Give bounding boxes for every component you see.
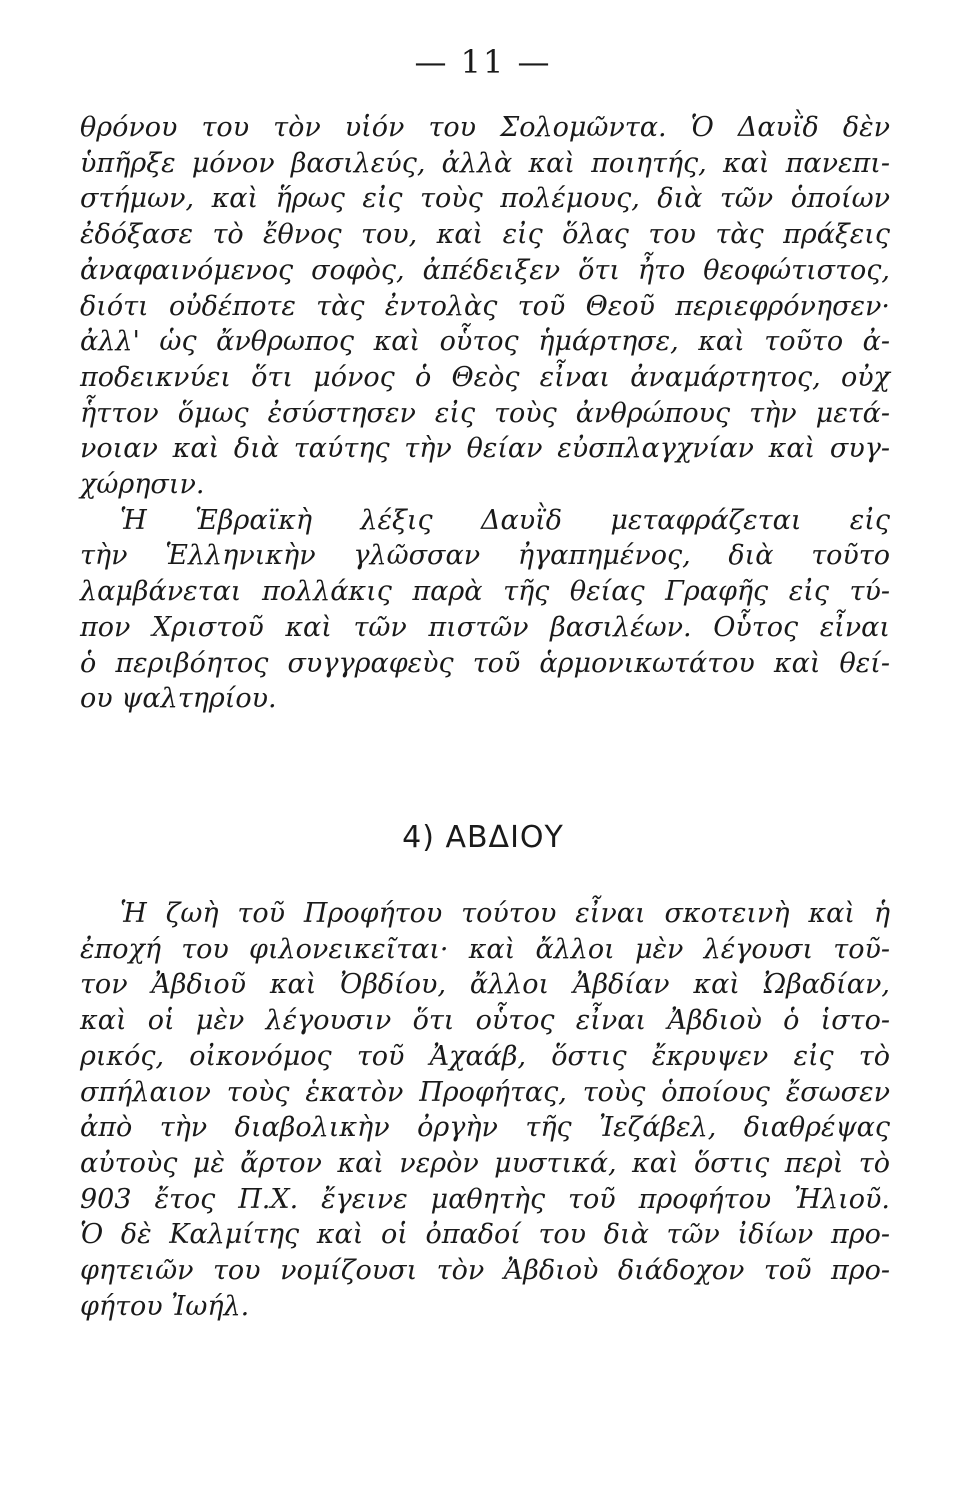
text-line: χώρησιν. xyxy=(80,469,205,501)
text-block-bottom xyxy=(80,896,890,1324)
text-line: Ὁ δὲ Καλμίτης καὶ οἱ ὀπαδοί του διὰ τῶν ἰδίων προ- xyxy=(80,1219,890,1251)
paragraph-1 xyxy=(80,110,890,503)
text-line: ου ψαλτηρίου. xyxy=(80,683,277,715)
text-line: διότι οὐδέποτε τὰς ἐντολὰς τοῦ Θεοῦ περιεφρόνησεν· xyxy=(80,290,890,322)
text-line: ὑπῆρξε μόνον βασιλεύς, ἀλλὰ καὶ ποιητής, καὶ πανεπι- xyxy=(80,147,890,179)
text-block-top xyxy=(80,110,890,717)
text-line: στήμων, καὶ ἥρως εἰς τοὺς πολέμους, διὰ τῶν ὁποίων xyxy=(80,183,890,215)
text-line: ὁ περιβόητος συγγραφεὺς τοῦ ἁρμονικωτάτου καὶ θεί- xyxy=(80,647,890,679)
paragraph-3 xyxy=(80,896,890,1324)
text-line: τον Ἀβδιοῦ καὶ Ὀβδίου, ἄλλοι Ἀβδίαν καὶ Ὠβαδίαν, xyxy=(80,969,890,1001)
page-number: — 11 — xyxy=(414,43,552,81)
section-heading: 4) ΑΒΔΙΟΥ xyxy=(402,820,564,855)
text-line: Ἡ ζωὴ τοῦ Προφήτου τούτου εἶναι σκοτεινὴ καὶ ἡ xyxy=(120,898,890,929)
text-line: αὐτοὺς μὲ ἄρτον καὶ νερὸν μυστικά, καὶ ὅστις περὶ τὸ xyxy=(80,1147,890,1179)
text-line: ἀπὸ τὴν διαβολικὴν ὀργὴν τῆς Ἰεζάβελ, διαθρέψας xyxy=(80,1112,890,1144)
text-line: φητειῶν του νομίζουσι τὸν Ἀβδιοὺ διάδοχον τοῦ προ- xyxy=(80,1255,890,1287)
text-line: τὴν Ἑλληνικὴν γλῶσσαν ἠγαπημένος, διὰ τοῦτο xyxy=(80,540,890,572)
text-line: Ἡ Ἑβραϊκὴ λέξις Δαυῒδ μεταφράζεται εἰς xyxy=(120,504,890,536)
text-line: ἀναφαινόμενος σοφὸς, ἀπέδειξεν ὅτι ἦτο θεοφώτιστος, xyxy=(80,254,890,286)
text-line: ρικός, οἰκονόμος τοῦ Ἀχαάβ, ὅστις ἔκρυψεν εἰς τὸ xyxy=(80,1040,890,1072)
text-line: λαμβάνεται πολλάκις παρὰ τῆς θείας Γραφῆς εἰς τύ- xyxy=(80,576,890,608)
text-line: νοιαν καὶ διὰ ταύτης τὴν θείαν εὐσπλαγχνίαν καὶ συγ- xyxy=(80,433,890,465)
text-line: φήτου Ἰωήλ. xyxy=(80,1290,250,1322)
text-line: σπήλαιον τοὺς ἑκατὸν Προφήτας, τοὺς ὁποίους ἔσωσεν xyxy=(80,1076,890,1108)
paragraph-2 xyxy=(80,503,890,717)
text-line: θρόνου του τὸν υἱόν του Σολομῶντα. Ὁ Δαυῒδ δὲν xyxy=(80,112,890,143)
text-line: πον Χριστοῦ καὶ τῶν πιστῶν βασιλέων. Οὗτος εἶναι xyxy=(80,611,890,643)
text-line: ἐποχή του φιλονεικεῖται· καὶ ἄλλοι μὲν λέγουσι τοῦ- xyxy=(80,933,890,965)
text-line: ἀλλ' ὡς ἄνθρωπος καὶ οὗτος ἡμάρτησε, καὶ τοῦτο ἀ- xyxy=(80,326,890,358)
text-line: ποδεικνύει ὅτι μόνος ὁ Θεὸς εἶναι ἀναμάρτητος, οὐχ xyxy=(80,361,890,393)
text-line: ἐδόξασε τὸ ἔθνος του, καὶ εἰς ὅλας του τὰς πράξεις xyxy=(80,219,890,251)
text-line: 903 ἔτος Π.Χ. ἔγεινε μαθητὴς τοῦ προφήτου Ἠλιοῦ. xyxy=(80,1183,890,1215)
text-line: ἧττον ὅμως ἐσύστησεν εἰς τοὺς ἀνθρώπους τὴν μετά- xyxy=(80,397,890,429)
text-line: καὶ οἱ μὲν λέγουσιν ὅτι οὗτος εἶναι Ἀβδιοὺ ὁ ἱστο- xyxy=(80,1005,890,1037)
